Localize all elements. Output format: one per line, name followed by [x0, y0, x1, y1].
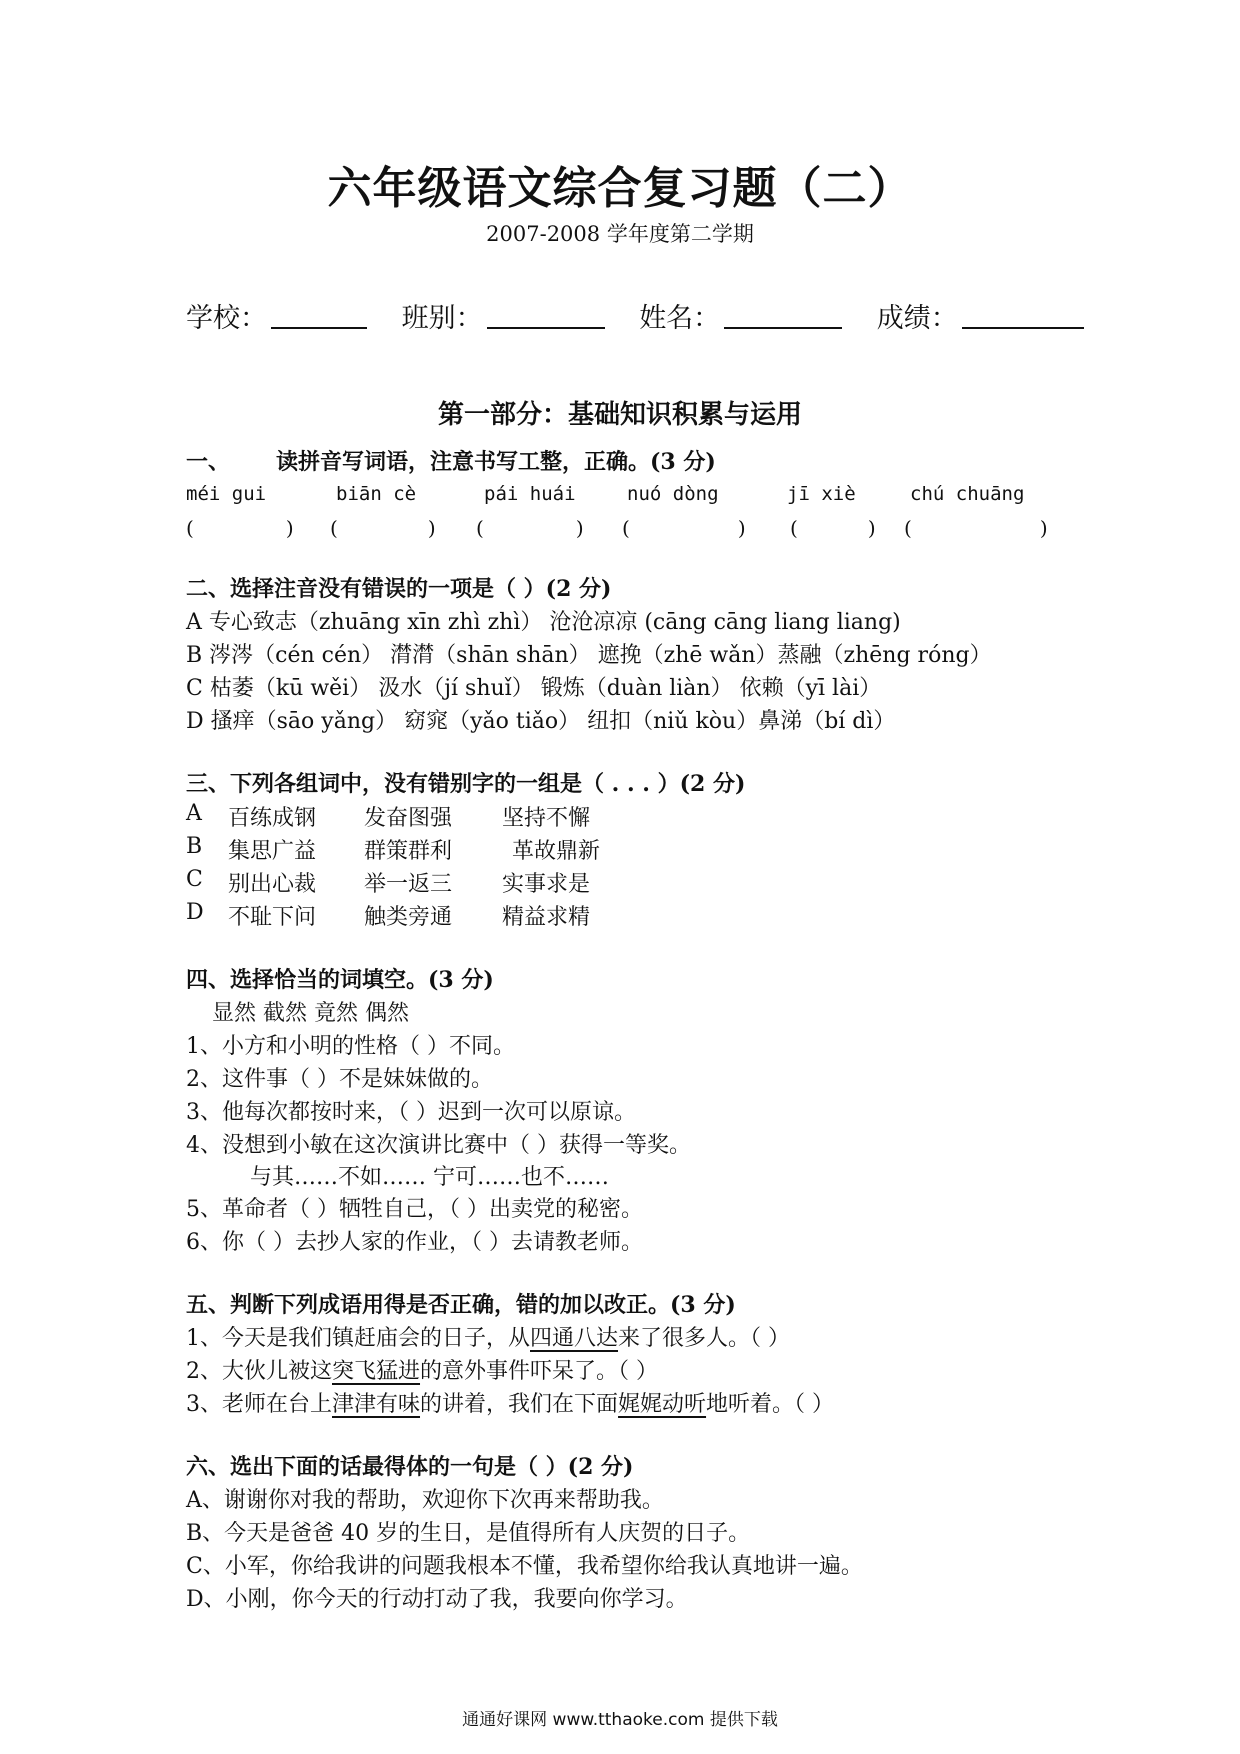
q3-option-d-letter[interactable]: D — [186, 900, 204, 925]
page-subtitle: 2007-2008 学年度第二学期 — [486, 222, 754, 246]
q3-option-c-word2: 举一返三 — [364, 872, 453, 897]
q3-option-a-word3: 坚持不懈 — [502, 806, 591, 831]
student-info-row — [186, 296, 1084, 335]
q1-pinyin-4: nuó dòng — [627, 483, 719, 505]
q2-option-b[interactable]: B 涔涔（cén cén） 潸潸（shān shān） 遮挽（zhē wǎn）蒸融（zhēng róng） — [186, 643, 992, 668]
q2-option-d[interactable]: D 搔痒（sāo yǎng） 窈窕（yǎo tiǎo） 纽扣（niǔ kòu）鼻涕（bí dì） — [186, 709, 896, 734]
q3-option-b-word1: 集思广益 — [228, 839, 317, 864]
q6-option-a[interactable]: A、谢谢你对我的帮助，欢迎你下次再来帮助我。 — [186, 1488, 664, 1513]
q1-answer-box-3[interactable]: ( ) — [476, 516, 584, 540]
q5-item-1-post: 来了很多人。（ ） — [618, 1326, 791, 1351]
q4-item-4[interactable]: 4、没想到小敏在这次演讲比赛中（ ）获得一等奖。 — [186, 1133, 691, 1158]
q5-item-3-idiom-1: 津津有味 — [332, 1392, 421, 1417]
q3-option-a-word2: 发奋图强 — [364, 806, 453, 831]
score-label: 成绩： — [876, 303, 958, 334]
q3-option-c-letter[interactable]: C — [186, 867, 203, 892]
q1-pinyin-3: pái huái — [484, 483, 576, 505]
class-blank[interactable] — [487, 299, 605, 329]
q5-item-2[interactable] — [186, 1354, 658, 1385]
school-label: 学校： — [186, 303, 267, 334]
name-blank[interactable] — [724, 299, 842, 329]
class-label: 班别： — [401, 303, 483, 334]
q1-heading: 读拼音写词语，注意书写工整，正确。(3 分) — [276, 449, 716, 475]
q6-option-c[interactable]: C、小军，你给我讲的问题我根本不懂，我希望你给我认真地讲一遍。 — [186, 1554, 863, 1579]
q2-heading: 二、选择注音没有错误的一项是（ ）(2 分) — [186, 576, 612, 602]
q2-option-c[interactable]: C 枯萎（kū wěi） 汲水（jí shuǐ） 锻炼（duàn liàn） 依赖（yī lài） — [186, 676, 882, 701]
q4-word-bank-2: 与其……不如…… 宁可……也不…… — [250, 1165, 609, 1190]
q5-item-3-post: 地听着。（ ） — [706, 1392, 835, 1417]
q3-option-a-letter[interactable]: A — [186, 801, 202, 826]
page-footer: 通通好课网 www.tthaoke.com 提供下载 — [462, 1710, 778, 1730]
q3-option-b-word2: 群策群利 — [364, 839, 453, 864]
page-title: 六年级语文综合复习题（二） — [327, 163, 913, 214]
q3-option-c-word1: 别出心裁 — [228, 872, 317, 897]
q5-item-3-mid: 的讲着，我们在下面 — [420, 1392, 619, 1417]
q1-pinyin-1: méi gui — [186, 483, 267, 505]
q3-option-d-word2: 触类旁通 — [364, 905, 453, 930]
q1-answer-box-4[interactable]: ( ) — [622, 516, 746, 540]
q6-option-d[interactable]: D、小刚，你今天的行动打动了我，我要向你学习。 — [186, 1587, 688, 1612]
q3-option-d-word3: 精益求精 — [502, 905, 591, 930]
q3-option-d-word1: 不耻下问 — [228, 905, 317, 930]
q3-option-b-word3: 革故鼎新 — [512, 839, 601, 864]
q4-item-1[interactable]: 1、小方和小明的性格（ ）不同。 — [186, 1034, 515, 1059]
score-blank[interactable] — [962, 299, 1084, 329]
q3-option-b-letter[interactable]: B — [186, 834, 203, 859]
q1-number: 一、 — [186, 449, 231, 475]
q4-heading: 四、选择恰当的词填空。(3 分) — [186, 967, 494, 993]
q3-option-c-word3: 实事求是 — [502, 872, 591, 897]
q4-item-6[interactable]: 6、你（ ）去抄人家的作业，（ ）去请教老师。 — [186, 1230, 643, 1255]
name-label: 姓名： — [639, 303, 721, 334]
q6-option-b[interactable]: B、今天是爸爸 40 岁的生日，是值得所有人庆贺的日子。 — [186, 1521, 751, 1546]
q5-item-2-post: 的意外事件吓呆了。（ ） — [420, 1359, 659, 1384]
school-blank[interactable] — [271, 299, 367, 329]
part-one-title: 第一部分：基础知识积累与运用 — [437, 400, 802, 430]
q5-heading: 五、判断下列成语用得是否正确，错的加以改正。(3 分) — [186, 1292, 736, 1318]
q5-item-2-idiom: 突飞猛进 — [332, 1359, 421, 1384]
q3-option-a-word1: 百练成钢 — [228, 806, 317, 831]
q2-option-a[interactable]: A 专心致志（zhuāng xīn zhì zhì） 沧沧凉凉 (cāng cāng liang liang) — [186, 610, 901, 635]
q4-word-bank-1: 显然 截然 竟然 偶然 — [212, 1001, 409, 1026]
q5-item-1-pre: 1、今天是我们镇赶庙会的日子，从 — [186, 1326, 530, 1351]
q1-answer-box-5[interactable]: ( ) — [790, 516, 876, 540]
q4-item-3[interactable]: 3、他每次都按时来，（ ）迟到一次可以原谅。 — [186, 1100, 636, 1125]
q5-item-3[interactable] — [186, 1387, 834, 1418]
q5-item-3-pre: 3、老师在台上 — [186, 1392, 332, 1417]
q1-answer-box-6[interactable]: ( ) — [904, 516, 1048, 540]
q1-pinyin-6: chú chuāng — [910, 483, 1025, 505]
q5-item-2-pre: 2、大伙儿被这 — [186, 1359, 332, 1384]
q5-item-3-idiom-2: 娓娓动听 — [618, 1392, 707, 1417]
q6-heading: 六、选出下面的话最得体的一句是（ ）(2 分) — [186, 1454, 634, 1480]
q1-answer-box-1[interactable]: ( ) — [186, 516, 294, 540]
q4-item-5[interactable]: 5、革命者（ ）牺牲自己，（ ）出卖党的秘密。 — [186, 1197, 643, 1222]
q1-answer-box-2[interactable]: ( ) — [330, 516, 436, 540]
q5-item-1-idiom: 四通八达 — [530, 1326, 619, 1351]
q5-item-1[interactable] — [186, 1321, 790, 1352]
q3-heading: 三、下列各组词中，没有错别字的一组是（ . . . ）(2 分) — [186, 771, 746, 797]
q1-pinyin-2: biān cè — [336, 483, 417, 505]
q4-item-2[interactable]: 2、这件事（ ）不是妹妹做的。 — [186, 1067, 493, 1092]
q1-pinyin-5: jī xiè — [787, 483, 856, 505]
